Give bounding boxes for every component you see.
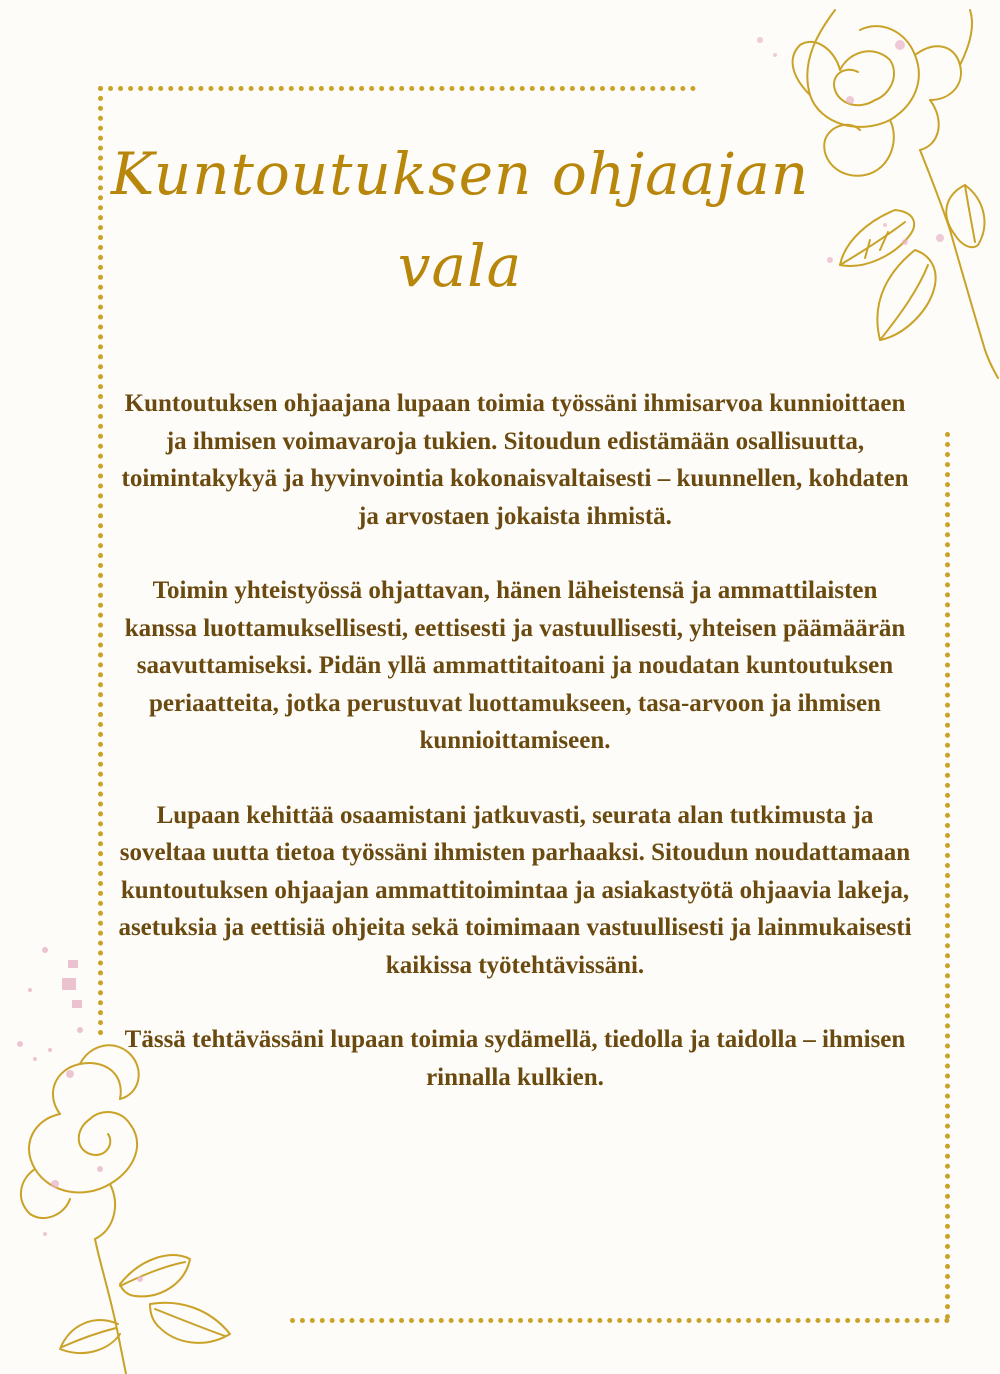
border-bottom	[290, 1318, 950, 1323]
pink-speckles-icon	[0, 930, 100, 1070]
border-right	[945, 432, 950, 1320]
title-line-2: vala	[397, 232, 523, 300]
border-top	[98, 86, 696, 91]
paragraph-2: Toimin yhteistyössä ohjattavan, hänen läheistensä ja ammattilaisten kanssa luottamuksellisesti, eettisesti ja vastuullisesti, yhteisen päämäärän saavuttamiseksi. Pidän yllä ammattitaitoani ja noudatan kuntoutuksen periaatteita, jotka perustuvat luottamukseen, tasa-arvoon ja ihmisen kunnioittamiseen.	[124, 577, 906, 754]
paragraph-1: Kuntoutuksen ohjaajana lupaan toimia työssäni ihmisarvoa kunnioittaen ja ihmisen voimavaroja tukien. Sitoudun edistämään osallisuutta, toimintakykyä ja hyvinvointia kokonaisvaltaisesti – kuunnellen, kohdaten ja arvostaen jokaista ihmistä.	[121, 390, 909, 530]
paragraph-4: Tässä tehtävässäni lupaan toimia sydämellä, tiedolla ja taidolla – ihmisen rinnalla kulkien.	[124, 1026, 906, 1091]
page-title	[100, 128, 820, 312]
oath-text	[115, 385, 915, 1133]
title-line-1: Kuntoutuksen ohjaajan	[110, 140, 810, 208]
paragraph-3: Lupaan kehittää osaamistani jatkuvasti, seurata alan tutkimusta ja soveltaa uutta tietoa työssäni ihmisten parhaaksi. Sitoudun noudattamaan kuntoutuksen ohjaajan ammattitoimintaa ja asiakastyötä ohjaavia lakeja, asetuksia ja eettisiä ohjeita sekä toimimaan vastuullisesti ja lainmukaisesti kaikissa työtehtävissäni.	[118, 801, 912, 979]
